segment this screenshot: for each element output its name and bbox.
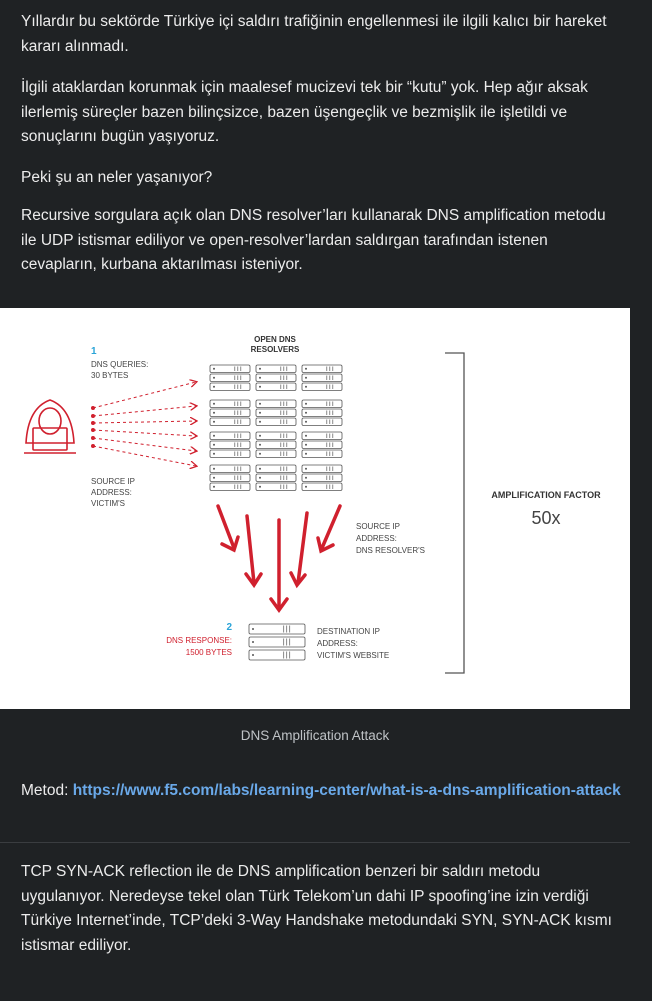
server-rack-icon [302, 383, 342, 391]
server-rack-icon [210, 409, 250, 417]
server-rack-icon [302, 474, 342, 482]
resolvers-title-line2: RESOLVERS [250, 345, 300, 354]
amplification-factor-label: AMPLIFICATION FACTOR [491, 490, 601, 500]
amplification-bracket [445, 353, 464, 673]
server-rack-icon [210, 418, 250, 426]
paragraph-question: Peki şu an neler yaşanıyor? [21, 169, 213, 186]
server-rack-icon [210, 365, 250, 373]
server-rack-icon [302, 465, 342, 473]
server-rack-icon [256, 409, 296, 417]
server-rack-icon [256, 365, 296, 373]
source-victim-line3: VICTIM'S [91, 499, 125, 508]
amplification-factor-value: 50x [531, 508, 561, 528]
paragraph-dns-resolvers: Recursive sorgulara açık olan DNS resolver’ları kullanarak DNS amplification metodu ile UDP istismar ediliyor ve open-resolver’lardan saldırgan tarafından istenen cevapların, kurbana aktarılması isteniyor. [21, 207, 606, 273]
response-arrows [218, 506, 340, 610]
server-rack-icon [256, 441, 296, 449]
resolver-servers [210, 365, 342, 491]
server-rack-icon [210, 383, 250, 391]
server-rack-icon [256, 450, 296, 458]
arrow-icon [291, 513, 307, 585]
method-label: Metod: [21, 782, 69, 799]
figure-caption: DNS Amplification Attack [240, 728, 390, 743]
step1-label-line1: DNS QUERIES: [91, 360, 149, 369]
query-dots [91, 406, 95, 448]
server-rack-icon [302, 441, 342, 449]
source-victim-line2: ADDRESS: [91, 488, 132, 497]
paragraph-no-box: İlgili ataklardan korunmak için maalesef mucizevi tek bir “kutu” yok. Hep ağır aksak ilerlemiş süreçler bazen bilinçsizce, bazen üşengeçlik ve bezmişlik ile işletildi ve sonuçlarını bugün yaşıyoruz. [21, 79, 588, 145]
server-rack-icon [302, 483, 342, 491]
victim-servers [249, 624, 305, 660]
server-rack-icon [210, 374, 250, 382]
method-link[interactable]: https://www.f5.com/labs/learning-center/what-is-a-dns-amplification-attack [72, 782, 621, 799]
source-resolver-line1: SOURCE IP [356, 522, 401, 531]
step2-label-line2: 1500 BYTES [185, 648, 232, 657]
server-rack-icon [249, 637, 305, 647]
destination-line2: ADDRESS: [317, 639, 358, 648]
server-rack-icon [302, 450, 342, 458]
server-rack-icon [256, 432, 296, 440]
resolvers-title-line1: OPEN DNS [254, 335, 296, 344]
server-rack-icon [210, 400, 250, 408]
server-rack-icon [210, 483, 250, 491]
server-rack-icon [302, 400, 342, 408]
arrow-icon [218, 506, 238, 550]
server-rack-icon [249, 650, 305, 660]
arrow-icon [271, 520, 287, 610]
paragraph-intro: Yıllardır bu sektörde Türkiye içi saldırı trafiğinin engellenmesi ile ilgili kalıcı bir hareket kararı alınmadı. [21, 13, 607, 55]
arrow-icon [318, 506, 340, 551]
method-line [21, 779, 621, 804]
server-rack-icon [256, 400, 296, 408]
step2-number: 2 [226, 622, 232, 633]
dns-amplification-diagram [0, 308, 630, 709]
source-resolver-line2: ADDRESS: [356, 534, 397, 543]
server-rack-icon [302, 432, 342, 440]
server-rack-icon [256, 474, 296, 482]
destination-line1: DESTINATION IP [317, 627, 380, 636]
step1-label-line2: 30 BYTES [91, 371, 129, 380]
step2-label-line1: DNS RESPONSE: [166, 636, 232, 645]
server-rack-icon [302, 409, 342, 417]
dns-amplification-figure [0, 308, 630, 709]
server-rack-icon [256, 483, 296, 491]
server-rack-icon [249, 624, 305, 634]
server-rack-icon [210, 432, 250, 440]
arrow-icon [246, 516, 261, 585]
server-rack-icon [302, 365, 342, 373]
paragraph-syn-ack: TCP SYN-ACK reflection ile de DNS amplification benzeri bir saldırı metodu uygulanıyor. Neredeyse tekel olan Türk Telekom’un dahi IP spoofing’ine izin verdiği Türkiye Internet’inde, TCP’deki 3-Way Handshake metodundaki SYN, SYN-ACK kısmı istismar ediliyor. [21, 863, 612, 954]
step1-number: 1 [91, 346, 97, 357]
hacker-icon [24, 400, 76, 453]
server-rack-icon [210, 450, 250, 458]
destination-line3: VICTIM'S WEBSITE [317, 651, 390, 660]
server-rack-icon [210, 441, 250, 449]
query-arrows [93, 382, 196, 466]
server-rack-icon [210, 465, 250, 473]
server-rack-icon [256, 383, 296, 391]
server-rack-icon [256, 374, 296, 382]
server-rack-icon [210, 474, 250, 482]
server-rack-icon [302, 418, 342, 426]
server-rack-icon [256, 465, 296, 473]
source-resolver-line3: DNS RESOLVER'S [356, 546, 425, 555]
server-rack-icon [302, 374, 342, 382]
section-divider [0, 842, 630, 843]
source-victim-line1: SOURCE IP [91, 477, 136, 486]
server-rack-icon [256, 418, 296, 426]
